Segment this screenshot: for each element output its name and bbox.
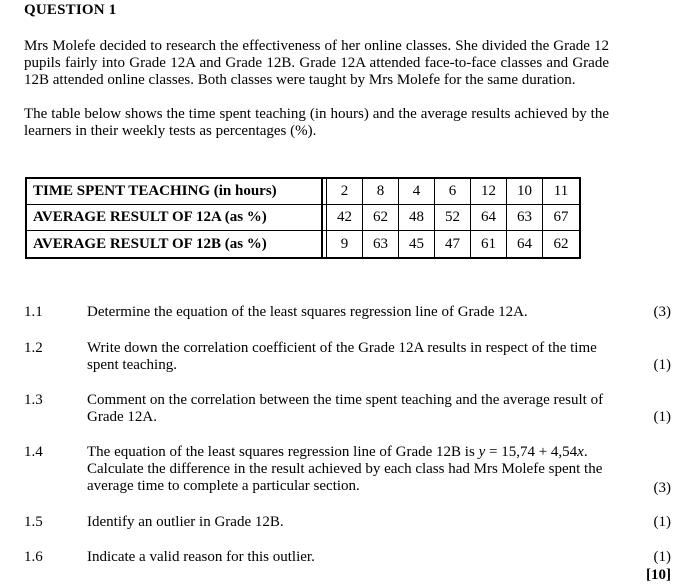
table-cell: 4 [399, 179, 435, 205]
table-cell: 48 [399, 205, 435, 231]
data-table [25, 177, 581, 259]
table-cell: 45 [399, 231, 435, 257]
table-row [27, 231, 579, 257]
question-number: 1.1 [24, 304, 43, 320]
question-number: 1.6 [24, 549, 43, 565]
table-cell: 2 [327, 179, 363, 205]
question-marks: (3) [653, 480, 671, 496]
table-description-paragraph: The table below shows the time spent teaching (in hours) and the average results achieved by the learners in their weekly tests as percentages (%). [24, 106, 609, 139]
question-marks: (1) [653, 514, 671, 530]
table-cell: 8 [363, 179, 399, 205]
question-text: Indicate a valid reason for this outlier. [87, 549, 315, 565]
table-row [27, 205, 579, 231]
intro-paragraph: Mrs Molefe decided to research the effectiveness of her online classes. She divided the Grade 12 pupils fairly into Grade 12A and Grade 12B. Grade 12A attended face-to-face classes and Grade 12B attended online classes. Both classes were taught by Mrs Molefe for the same duration. [24, 38, 609, 88]
question-text: Determine the equation of the least squares regression line of Grade 12A. [87, 304, 528, 320]
table-row [27, 179, 579, 205]
question-text: Comment on the correlation between the time spent teaching and the average result of Grade 12A. [87, 392, 604, 425]
table-cell: 9 [327, 231, 363, 257]
table-cell: 11 [543, 179, 579, 205]
row-label: TIME SPENT TEACHING (in hours) [27, 179, 323, 205]
question-title: QUESTION 1 [24, 2, 117, 18]
row-label: AVERAGE RESULT OF 12B (as %) [27, 231, 323, 257]
question-marks: (1) [653, 549, 671, 565]
table-cell: 42 [327, 205, 363, 231]
table-cell: 67 [543, 205, 579, 231]
table-cell: 12 [471, 179, 507, 205]
total-marks: [10] [646, 567, 671, 583]
question-marks: (3) [653, 304, 671, 320]
table-cell: 61 [471, 231, 507, 257]
question-marks: (1) [653, 409, 671, 425]
table-cell: 52 [435, 205, 471, 231]
row-label: AVERAGE RESULT OF 12A (as %) [27, 205, 323, 231]
table-cell: 64 [471, 205, 507, 231]
question-number: 1.5 [24, 514, 43, 530]
question-text: The equation of the least squares regression line of Grade 12B is y = 15,74 + 4,54x. Calculate the difference in the result achieved by each class had Mrs Molefe spent the average time to complete a particular section. [87, 444, 603, 494]
question-number: 1.3 [24, 392, 43, 408]
table-cell: 63 [507, 205, 543, 231]
table-cell: 62 [553, 235, 569, 252]
question-number: 1.2 [24, 340, 43, 356]
question-number: 1.4 [24, 444, 43, 460]
table-cell: 63 [363, 231, 399, 257]
question-text: Write down the correlation coefficient of the Grade 12A results in respect of the time spent teaching. [87, 340, 597, 373]
table-cell: 6 [435, 179, 471, 205]
table-cell: 62 [363, 205, 399, 231]
question-marks: (1) [653, 357, 671, 373]
table-cell: 10 [507, 179, 543, 205]
table-cell: 47 [435, 231, 471, 257]
question-text: Identify an outlier in Grade 12B. [87, 514, 284, 530]
table-cell: 64 [507, 231, 543, 257]
